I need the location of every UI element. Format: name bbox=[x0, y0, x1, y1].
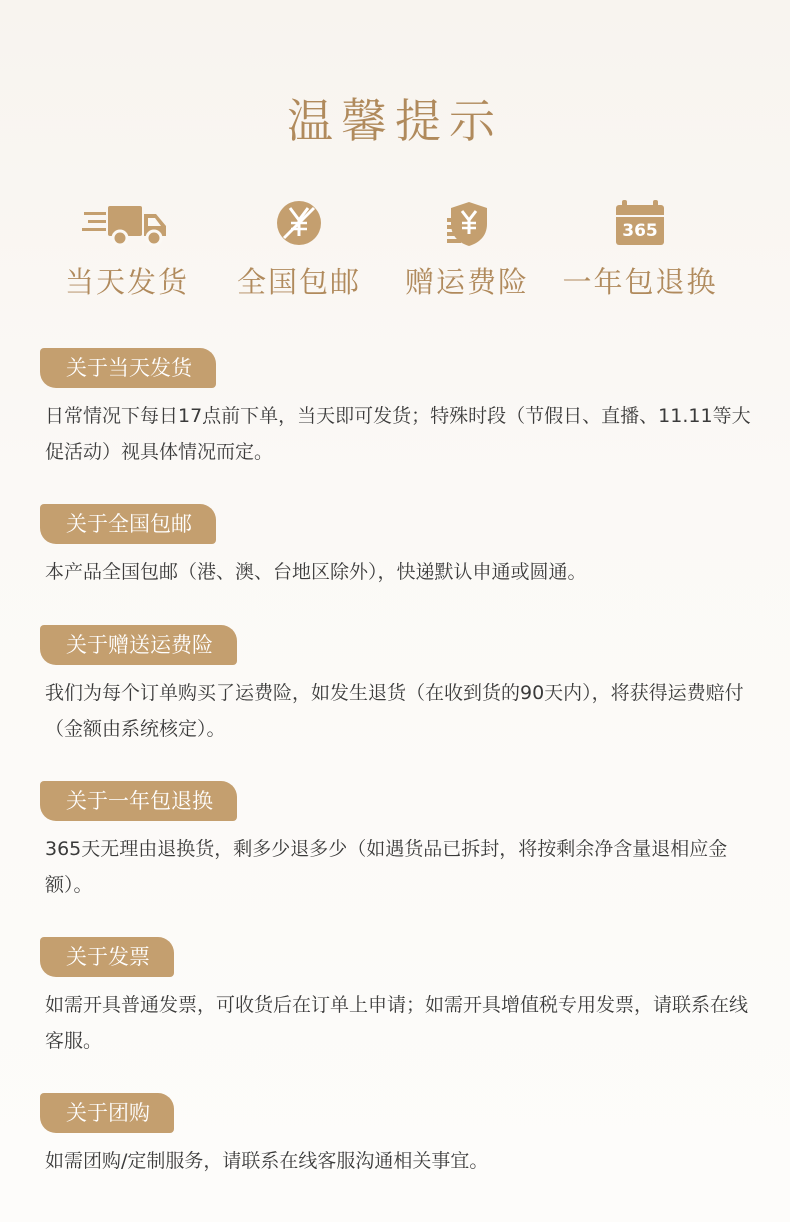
insurance-shield-icon bbox=[437, 196, 497, 250]
section-invoice bbox=[40, 937, 760, 1059]
section-free-shipping bbox=[40, 504, 760, 590]
calendar-365-icon bbox=[614, 196, 666, 250]
section-heading: 关于发票 bbox=[40, 937, 174, 977]
section-heading: 关于赠送运费险 bbox=[40, 625, 237, 665]
calendar-number: 365 bbox=[616, 217, 664, 245]
feature-one-year-return bbox=[545, 196, 735, 300]
section-heading: 关于全国包邮 bbox=[40, 504, 216, 544]
section-text: 我们为每个订单购买了运费险，如发生退货（在收到货的90天内），将获得运费赔付（金额由系统核定）。 bbox=[45, 682, 744, 740]
delivery-truck-icon bbox=[82, 196, 172, 250]
section-shipping-insurance bbox=[40, 625, 760, 747]
page-title: 温馨提示 bbox=[287, 94, 503, 148]
section-text: 如需开具普通发票，可收货后在订单上申请；如需开具增值税专用发票，请联系在线客服。 bbox=[45, 994, 749, 1052]
feature-same-day-delivery bbox=[32, 196, 222, 300]
free-shipping-yen-icon bbox=[272, 196, 326, 250]
section-text: 365天无理由退换货，剩多少退多少（如遇货品已拆封，将按剩余净含量退相应金额）。 bbox=[45, 838, 728, 896]
section-same-day-delivery bbox=[40, 348, 760, 470]
section-one-year-return bbox=[40, 781, 760, 903]
feature-label: 当天发货 bbox=[64, 265, 189, 299]
section-heading: 关于一年包退换 bbox=[40, 781, 237, 821]
feature-free-shipping bbox=[204, 196, 394, 300]
section-group-purchase bbox=[40, 1093, 760, 1179]
feature-label: 全国包邮 bbox=[236, 265, 361, 299]
section-heading: 关于当天发货 bbox=[40, 348, 216, 388]
feature-label: 一年包退换 bbox=[562, 265, 718, 299]
feature-strip bbox=[0, 196, 790, 316]
section-heading: 关于团购 bbox=[40, 1093, 174, 1133]
feature-label: 赠运费险 bbox=[404, 265, 529, 299]
section-text: 如需团购/定制服务，请联系在线客服沟通相关事宜。 bbox=[45, 1150, 489, 1172]
section-text: 日常情况下每日17点前下单，当天即可发货；特殊时段（节假日、直播、11.11等大促活动）视具体情况而定。 bbox=[45, 405, 751, 463]
feature-shipping-insurance bbox=[372, 196, 562, 300]
section-text: 本产品全国包邮（港、澳、台地区除外），快递默认申通或圆通。 bbox=[45, 561, 587, 583]
